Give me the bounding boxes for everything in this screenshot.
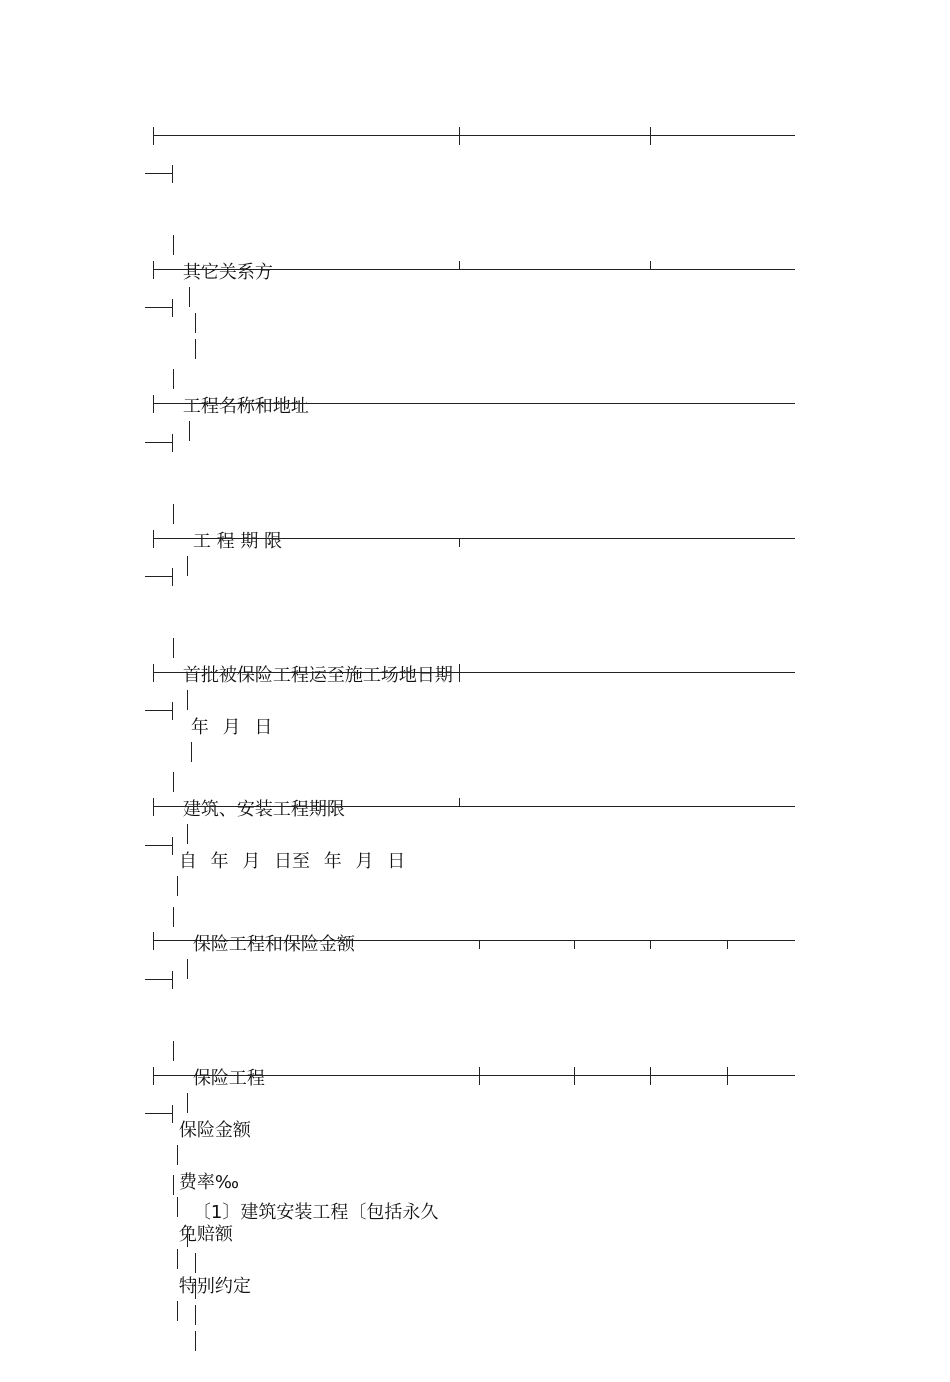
cell-border <box>187 690 188 710</box>
cell-border <box>187 824 188 844</box>
cell-border <box>187 1227 188 1247</box>
table-rule-tail <box>145 173 173 174</box>
row-project-period <box>150 477 283 552</box>
table-rule-tail <box>145 979 173 980</box>
row-insured-amount <box>150 880 355 955</box>
cell-border <box>189 287 190 307</box>
cell-border <box>195 1331 196 1351</box>
cell-border <box>173 504 174 524</box>
rule-tick <box>479 940 480 949</box>
first-arrival-date: 年 月 日 <box>190 717 273 738</box>
item-1-label: 〔1〕建筑安装工程〔包括永久 <box>192 1202 439 1223</box>
table-rule-tail <box>145 710 173 711</box>
table-rule <box>153 538 795 539</box>
rule-tick <box>650 1067 651 1085</box>
other-parties-label: 其它关系方 <box>182 262 273 283</box>
rule-tick <box>153 395 154 413</box>
table-rule <box>153 672 795 673</box>
row-project-name <box>150 342 309 417</box>
cell-border <box>195 1279 196 1299</box>
project-name-label: 工程名称和地址 <box>182 396 309 417</box>
table-rule-tail <box>145 845 173 846</box>
row-construction-period <box>150 745 406 872</box>
table-rule-tail <box>145 307 173 308</box>
first-arrival-label: 首批被保险工程运至施工场地日期 <box>182 665 453 686</box>
header-project: 保险工程 <box>192 1068 265 1089</box>
row-other-parties <box>150 208 273 283</box>
rule-tick <box>153 127 154 145</box>
rule-tick <box>650 127 651 145</box>
rule-tick <box>153 530 154 548</box>
cell-border <box>173 1041 174 1061</box>
table-rule-tail <box>145 442 173 443</box>
cell-border <box>173 638 174 658</box>
cell-border <box>173 907 174 927</box>
table-rule <box>153 940 795 941</box>
table-rule <box>153 806 795 807</box>
rule-tick <box>479 1067 480 1085</box>
cell-border <box>195 1253 196 1273</box>
rule-tick <box>459 261 460 270</box>
project-period-label: 工 程 期 限 <box>192 531 283 552</box>
rule-tick <box>153 932 154 950</box>
cell-border <box>187 1093 188 1113</box>
insured-amount-label: 保险工程和保险金额 <box>192 934 355 955</box>
header-special: 特别约定 <box>178 1276 251 1297</box>
table-rule-tail <box>145 576 173 577</box>
table-rule <box>153 135 795 136</box>
table-rule <box>153 1075 795 1076</box>
header-amount: 保险金额 <box>178 1120 251 1141</box>
cell-border <box>187 556 188 576</box>
rule-tick <box>650 940 651 949</box>
cell-border <box>173 1175 174 1195</box>
cell-border <box>173 772 174 792</box>
table-rule <box>153 403 795 404</box>
row-column-headers <box>150 1014 265 1297</box>
rule-tick <box>153 261 154 279</box>
cell-border <box>195 1305 196 1325</box>
rule-tick <box>459 127 460 145</box>
table-rule-tail <box>145 1113 173 1114</box>
rule-tick <box>574 1067 575 1085</box>
header-deductible: 免赔额 <box>178 1224 233 1245</box>
row-first-arrival <box>150 611 453 738</box>
rule-tick <box>153 664 154 682</box>
table-rule <box>153 269 795 270</box>
rule-tick <box>727 940 728 949</box>
rule-tick <box>459 538 460 547</box>
cell-border <box>173 235 174 255</box>
rule-tick <box>650 261 651 270</box>
cell-border <box>195 313 196 333</box>
cell-border <box>187 959 188 979</box>
rule-tick <box>574 940 575 949</box>
cell-border <box>189 421 190 441</box>
rule-tick <box>459 798 460 807</box>
rule-tick <box>459 664 460 682</box>
header-rate: 费率‰ <box>178 1172 240 1193</box>
construction-period-label: 建筑、安装工程期限 <box>182 799 345 820</box>
rule-tick <box>727 1067 728 1085</box>
cell-border <box>173 369 174 389</box>
rule-tick <box>153 798 154 816</box>
construction-period-range: 自 年 月 日至 年 月 日 <box>178 851 406 872</box>
rule-tick <box>153 1067 154 1085</box>
